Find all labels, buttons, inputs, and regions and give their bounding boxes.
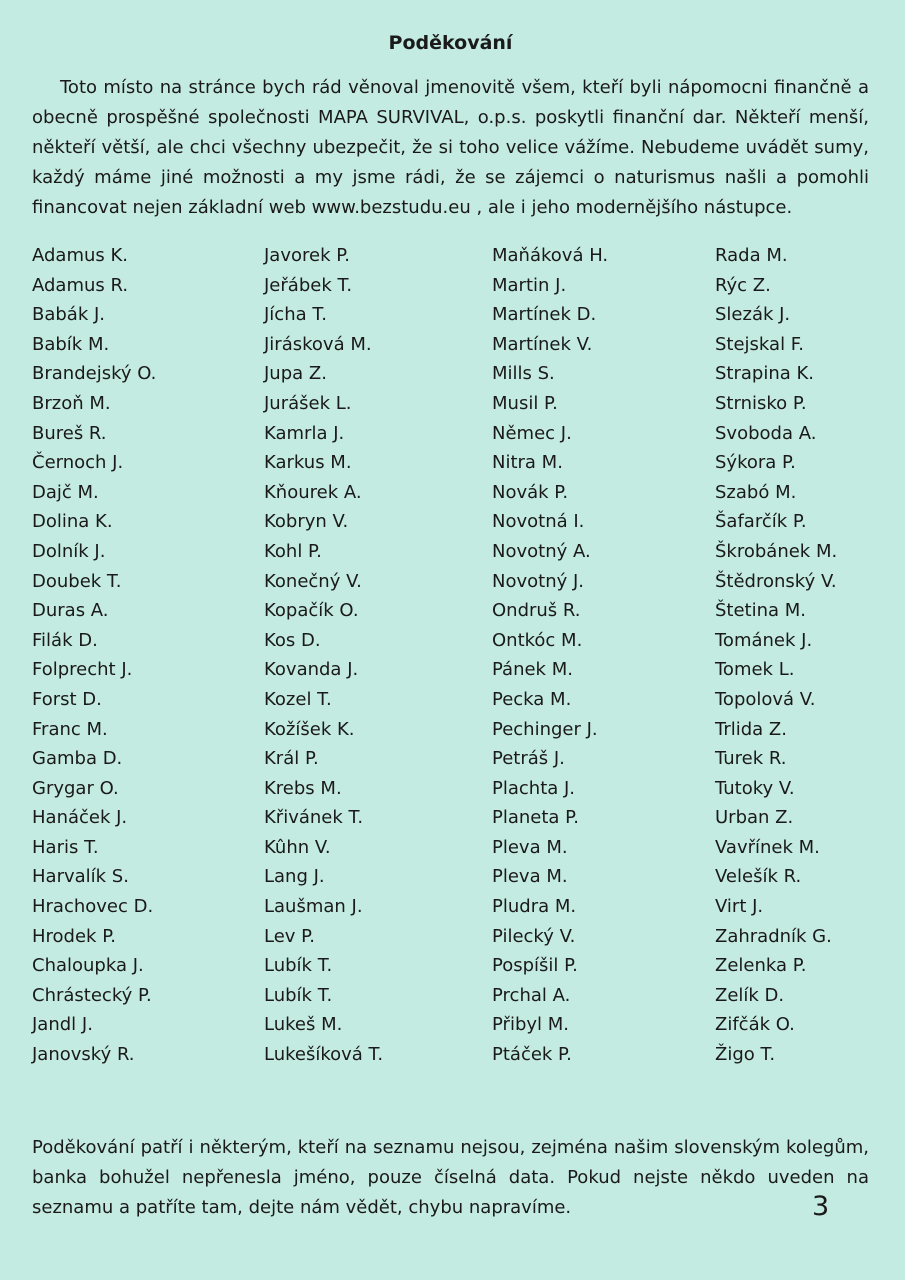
closing-paragraph: Poděkování patří i některým, kteří na seznamu nejsou, zejména našim slovenským kolegům, banka bohužel nepřenesla jméno, pouze číselná data. Pokud nejste někdo uveden na seznamu a patříte tam, dejte nám vědět, chybu napravíme. bbox=[32, 1137, 869, 1218]
donor-name: Novotný J. bbox=[492, 570, 585, 592]
donor-name: Velešík R. bbox=[715, 866, 802, 888]
donor-name: Novák P. bbox=[492, 481, 569, 503]
donor-name: Rada M. bbox=[715, 245, 788, 266]
donor-name: Zelenka P. bbox=[715, 955, 807, 977]
donor-column-1 bbox=[32, 241, 264, 1070]
donor-name: Filák D. bbox=[32, 629, 98, 651]
donor-name: Turek R. bbox=[715, 748, 787, 770]
donor-name: Dolník J. bbox=[32, 540, 106, 562]
donor-name: Mills S. bbox=[492, 363, 555, 385]
donor-name: Lubík T. bbox=[264, 955, 333, 977]
page-content bbox=[32, 30, 869, 1070]
donor-name: Rýc Z. bbox=[715, 274, 771, 296]
donor-name: Jandl J. bbox=[32, 1014, 93, 1036]
donor-name: Musil P. bbox=[492, 392, 558, 414]
donor-name: Strnisko P. bbox=[715, 392, 807, 414]
donor-name: Pleva M. bbox=[492, 866, 568, 888]
donor-name: Pecka M. bbox=[492, 688, 572, 710]
donor-names-grid bbox=[32, 241, 869, 1070]
donor-name: Pludra M. bbox=[492, 896, 577, 918]
donor-name: Maňáková H. bbox=[492, 245, 609, 266]
donor-name: Karkus M. bbox=[264, 452, 352, 474]
donor-name: Duras A. bbox=[32, 600, 109, 622]
donor-name: Topolová V. bbox=[715, 688, 816, 710]
donor-name: Němec J. bbox=[492, 422, 572, 444]
donor-name: Kopačík O. bbox=[264, 600, 359, 622]
donor-name: Hrachovec D. bbox=[32, 896, 154, 918]
donor-name: Hanáček J. bbox=[32, 807, 128, 829]
donor-name: Trlida Z. bbox=[715, 718, 787, 740]
donor-name: Stejskal F. bbox=[715, 333, 804, 355]
donor-name: Virt J. bbox=[715, 896, 764, 918]
donor-name: Štetina M. bbox=[715, 600, 807, 622]
donor-name: Novotný A. bbox=[492, 540, 591, 562]
donor-name: Szabó M. bbox=[715, 481, 797, 503]
donor-name: Martin J. bbox=[492, 274, 567, 296]
donor-name: Dajč M. bbox=[32, 481, 99, 503]
donor-name: Pechinger J. bbox=[492, 718, 598, 740]
donor-name: Krebs M. bbox=[264, 777, 342, 799]
donor-name: Gamba D. bbox=[32, 748, 123, 770]
donor-name: Franc M. bbox=[32, 718, 108, 740]
donor-name: Jirásková M. bbox=[264, 333, 372, 355]
donor-name: Laušman J. bbox=[264, 896, 363, 918]
donor-name: Lukešíková T. bbox=[264, 1044, 384, 1066]
donor-name: Janovský R. bbox=[32, 1044, 135, 1066]
donor-name: Nitra M. bbox=[492, 452, 563, 474]
donor-name: Zifčák O. bbox=[715, 1014, 795, 1036]
donor-name: Kožíšek K. bbox=[264, 718, 355, 740]
donor-name: Bureš R. bbox=[32, 422, 107, 444]
donor-name: Lang J. bbox=[264, 866, 325, 888]
donor-name: Haris T. bbox=[32, 836, 99, 858]
donor-name: Prchal A. bbox=[492, 984, 571, 1006]
donor-column-3 bbox=[492, 241, 715, 1070]
donor-name: Brzoň M. bbox=[32, 392, 111, 414]
donor-name: Kozel T. bbox=[264, 688, 332, 710]
donor-name: Lev P. bbox=[264, 925, 315, 947]
donor-column-2 bbox=[264, 241, 492, 1070]
donor-name: Brandejský O. bbox=[32, 363, 157, 385]
donor-name: Plachta J. bbox=[492, 777, 576, 799]
donor-name: Král P. bbox=[264, 748, 319, 770]
donor-name: Lubík T. bbox=[264, 984, 333, 1006]
donor-name: Škrobánek M. bbox=[715, 540, 838, 562]
donor-name: Pilecký V. bbox=[492, 925, 576, 947]
donor-name: Černoch J. bbox=[32, 452, 124, 474]
donor-name: Jurášek L. bbox=[264, 392, 352, 414]
intro-paragraph: Toto místo na stránce bych rád věnoval jmenovitě všem, kteří byli nápomocni finančně a obecně prospěšné společnosti MAPA SURVIVAL, o.p.s. poskytli finanční dar. Někteří menší, někteří větší, ale chci všechny ubezpečit, že si toho velice vážíme. Nebudeme uvádět sumy, každý máme jiné možnosti a my jsme rádi, že se zájemci o naturismus našli a pomohli financovat nejen základní web www.bezstudu.eu , ale i jeho modernějšího nástupce. bbox=[32, 77, 869, 218]
donor-name: Štědronský V. bbox=[715, 570, 837, 592]
donor-name: Svoboda A. bbox=[715, 422, 817, 444]
donor-name: Kûhn V. bbox=[264, 836, 331, 858]
donor-name: Martínek D. bbox=[492, 304, 597, 326]
donor-name: Přibyl M. bbox=[492, 1014, 569, 1036]
donor-name: Jícha T. bbox=[264, 304, 327, 326]
donor-name: Hrodek P. bbox=[32, 925, 116, 947]
donor-name: Kňourek A. bbox=[264, 481, 362, 503]
donor-name: Sýkora P. bbox=[715, 452, 796, 474]
donor-name: Forst D. bbox=[32, 688, 102, 710]
donor-column-4 bbox=[715, 241, 869, 1070]
donor-name: Petráš J. bbox=[492, 748, 565, 770]
donor-name: Strapina K. bbox=[715, 363, 815, 385]
page-title: Poděkování bbox=[388, 32, 513, 54]
donor-name: Pánek M. bbox=[492, 659, 573, 681]
donor-name: Zahradník G. bbox=[715, 925, 832, 947]
donor-name: Novotná I. bbox=[492, 511, 585, 533]
donor-name: Dolina K. bbox=[32, 511, 113, 533]
donor-name: Ondruš R. bbox=[492, 600, 581, 622]
donor-name: Javorek P. bbox=[264, 245, 351, 266]
donor-name: Babák J. bbox=[32, 304, 106, 326]
donor-name: Adamus K. bbox=[32, 245, 129, 266]
donor-name: Kobryn V. bbox=[264, 511, 349, 533]
donor-name: Ontkóc M. bbox=[492, 629, 583, 651]
donor-name: Tutoky V. bbox=[715, 777, 795, 799]
donor-name: Martínek V. bbox=[492, 333, 593, 355]
donor-name: Slezák J. bbox=[715, 304, 791, 326]
donor-name: Babík M. bbox=[32, 333, 110, 355]
donor-name: Urban Z. bbox=[715, 807, 794, 829]
donor-name: Grygar O. bbox=[32, 777, 119, 799]
donor-name: Planeta P. bbox=[492, 807, 579, 829]
donor-name: Konečný V. bbox=[264, 570, 362, 592]
donor-name: Křivánek T. bbox=[264, 807, 364, 829]
donor-name: Chrástecký P. bbox=[32, 984, 152, 1006]
page-number: 3 bbox=[812, 1191, 830, 1222]
donor-name: Kos D. bbox=[264, 629, 321, 651]
donor-name: Chaloupka J. bbox=[32, 955, 144, 977]
donor-name: Zelík D. bbox=[715, 984, 785, 1006]
donor-name: Pospíšil P. bbox=[492, 955, 578, 977]
donor-name: Tomek L. bbox=[715, 659, 795, 681]
donor-name: Adamus R. bbox=[32, 274, 129, 296]
donor-name: Jeřábek T. bbox=[264, 274, 353, 296]
donor-name: Tománek J. bbox=[715, 629, 813, 651]
donor-name: Doubek T. bbox=[32, 570, 122, 592]
donor-name: Kamrla J. bbox=[264, 422, 345, 444]
donor-name: Jupa Z. bbox=[264, 363, 327, 385]
donor-name: Pleva M. bbox=[492, 836, 568, 858]
donor-name: Vavřínek M. bbox=[715, 836, 820, 858]
donor-name: Harvalík S. bbox=[32, 866, 129, 888]
donor-name: Ptáček P. bbox=[492, 1044, 572, 1066]
donor-name: Kohl P. bbox=[264, 540, 322, 562]
donor-name: Šafarčík P. bbox=[715, 511, 807, 533]
donor-name: Žigo T. bbox=[715, 1044, 776, 1066]
donor-name: Folprecht J. bbox=[32, 659, 133, 681]
donor-name: Kovanda J. bbox=[264, 659, 359, 681]
donor-name: Lukeš M. bbox=[264, 1014, 343, 1036]
